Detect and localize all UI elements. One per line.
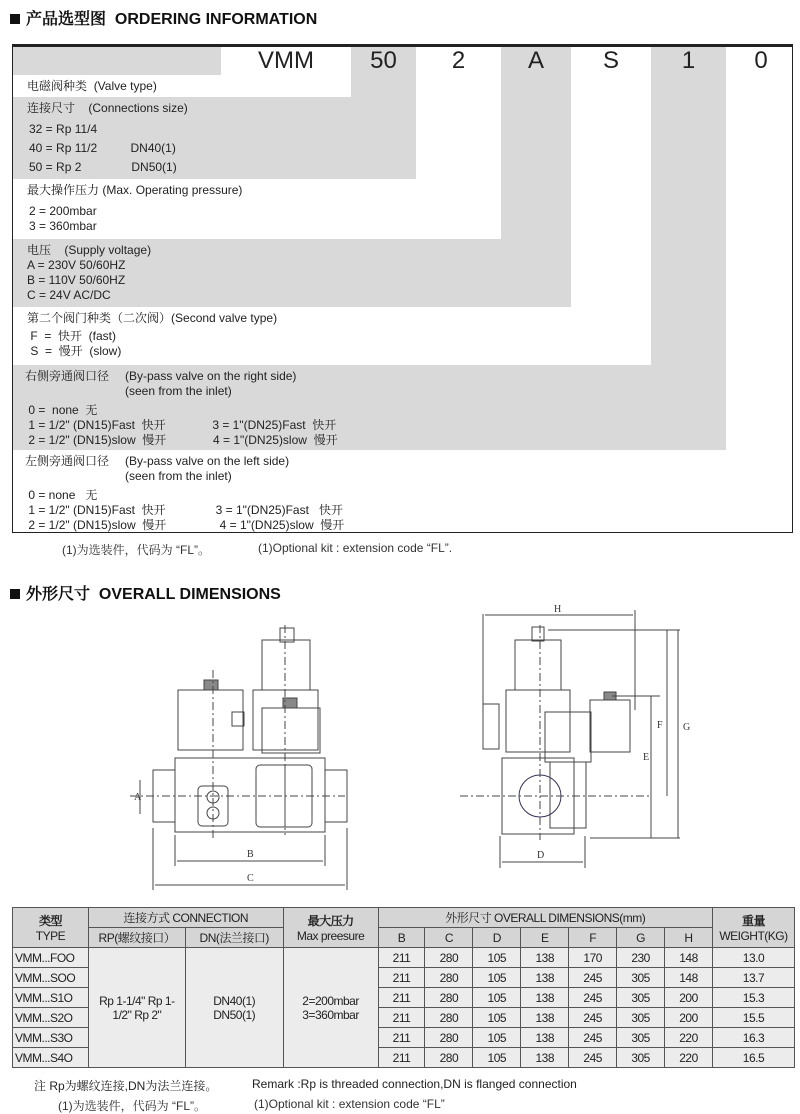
ordering-title <box>10 6 317 29</box>
cell-dim: 245 <box>569 968 617 988</box>
dim-label-c: C <box>247 873 254 884</box>
cell-dim: 305 <box>617 968 665 988</box>
pressure-line: 2=200mbar <box>302 993 359 1008</box>
cell-dim: 220 <box>665 1048 713 1068</box>
cell-weight: 15.5 <box>712 1008 794 1028</box>
cell-dim: 280 <box>425 1028 473 1048</box>
col-1 <box>651 47 726 365</box>
cell-dim: 245 <box>569 1028 617 1048</box>
ordering-box <box>12 44 793 533</box>
cell-type: VMM...SOO <box>13 968 89 988</box>
cell-dim: 138 <box>521 968 569 988</box>
header-type-cn: 类型 <box>38 914 62 928</box>
header-dimensions: 外形尺寸 OVERALL DIMENSIONS(mm) <box>378 908 712 928</box>
rp-line: Rp 1-1/4" Rp 1- <box>99 993 175 1008</box>
cell-dim: 105 <box>473 1008 521 1028</box>
header-weight <box>712 908 794 948</box>
cell-type: VMM...S3O <box>13 1028 89 1048</box>
code-1: 1 <box>681 47 696 74</box>
cell-dim: 211 <box>378 968 425 988</box>
cell-dim: 305 <box>617 1028 665 1048</box>
row-second-valve <box>13 307 651 365</box>
table-footnote-en: (1)Optional kit : extension code “FL” <box>254 1097 445 1111</box>
cell-dim: 305 <box>617 1008 665 1028</box>
cell-dim: 280 <box>425 968 473 988</box>
cell-type: VMM...S4O <box>13 1048 89 1068</box>
dim-label-h: H <box>554 604 562 615</box>
row-line: 1 = 1/2" (DN15)Fast 快开 3 = 1"(DN25)Fast 快开 <box>25 418 337 432</box>
code-vmm: VMM <box>221 47 351 75</box>
cell-dim: 245 <box>569 1008 617 1028</box>
cell-pressure <box>283 948 378 1068</box>
header-type-en: TYPE <box>35 929 66 943</box>
header-col-g: G <box>617 928 665 948</box>
ordering-footnote-en: (1)Optional kit : extension code “FL”. <box>258 541 453 555</box>
bullet-square-icon <box>10 14 20 24</box>
col-2 <box>416 47 501 179</box>
cell-dim: 200 <box>665 1008 713 1028</box>
row-line: 2 = 1/2" (DN15)slow 慢开 4 = 1"(DN25)slow 慢开 <box>25 518 345 532</box>
row-line: A = 230V 50/60HZ <box>27 258 126 272</box>
cell-dim: 245 <box>569 988 617 1008</box>
cell-dim: 305 <box>617 1048 665 1068</box>
row-heading-en: (By-pass valve on the left side) <box>125 454 290 468</box>
dim-label-f: F <box>657 720 663 731</box>
cell-dim: 220 <box>665 1028 713 1048</box>
col-0 <box>726 47 793 450</box>
header-dn: DN(法兰接口) <box>185 928 283 948</box>
code-2: 2 <box>451 47 466 74</box>
header-pressure-cn: 最大压力 <box>307 914 354 928</box>
cell-type: VMM...S1O <box>13 988 89 1008</box>
cell-dim: 280 <box>425 1008 473 1028</box>
cell-dim: 138 <box>521 1008 569 1028</box>
row-line: 0 = none 无 <box>25 488 98 502</box>
row-line: 2 = 200mbar <box>29 204 97 218</box>
cell-type: VMM...FOO <box>13 948 89 968</box>
row-heading-cn: 最大操作压力 <box>27 183 100 197</box>
ordering-title-cn: 产品选型图 <box>26 11 107 28</box>
cell-weight: 15.3 <box>712 988 794 1008</box>
header-type <box>13 908 89 948</box>
cell-type: VMM...S2O <box>13 1008 89 1028</box>
cell-dim: 105 <box>473 968 521 988</box>
row-heading-en2: (seen from the inlet) <box>125 384 232 398</box>
header-connection: 连接方式 CONNECTION <box>88 908 283 928</box>
row-heading-cn: 电压 <box>27 243 52 257</box>
header-col-b: B <box>378 928 425 948</box>
row-line: 50 = Rp 2 DN50(1) <box>29 160 177 174</box>
header-rp: RP(螺纹接口） <box>88 928 185 948</box>
cell-dim: 280 <box>425 1048 473 1068</box>
col-50 <box>351 47 416 97</box>
col-s <box>571 47 651 307</box>
header-pressure-en: Max preesure <box>296 929 365 943</box>
header-col-f: F <box>569 928 617 948</box>
cell-dim: 138 <box>521 1048 569 1068</box>
cell-dim: 211 <box>378 988 425 1008</box>
cell-dim: 211 <box>378 1008 425 1028</box>
bullet-square-icon <box>10 589 20 599</box>
cell-dim: 105 <box>473 948 521 968</box>
cell-dim: 105 <box>473 1048 521 1068</box>
header-col-c: C <box>425 928 473 948</box>
row-line: 3 = 360mbar <box>29 219 97 233</box>
col-a <box>501 47 571 239</box>
dimensions-table <box>12 907 795 1068</box>
row-connections <box>13 97 416 179</box>
header-col-h: H <box>665 928 713 948</box>
ordering-footnote-cn: (1)为选装件，代码为 “FL”。 <box>62 543 210 557</box>
row-valve-type <box>13 75 351 97</box>
cell-dim: 138 <box>521 948 569 968</box>
header-pressure <box>283 908 378 948</box>
row-heading-en: (Second valve type) <box>171 311 278 325</box>
code-a: A <box>527 47 544 74</box>
header-weight-en: WEIGHT(KG) <box>719 929 788 943</box>
cell-dim: 211 <box>378 948 425 968</box>
cell-dim: 148 <box>665 948 713 968</box>
cell-weight: 16.5 <box>712 1048 794 1068</box>
dim-label-g: G <box>683 722 691 733</box>
side-view-drawing <box>460 610 680 868</box>
code-50: 50 <box>370 47 397 74</box>
ordering-title-en: ORDERING INFORMATION <box>114 11 318 28</box>
dim-label-d: D <box>537 850 545 861</box>
cell-dim: 170 <box>569 948 617 968</box>
row-pressure <box>13 179 501 239</box>
row-line: F = 快开 (fast) <box>27 329 117 343</box>
dimensions-title-en: OVERALL DIMENSIONS <box>98 586 281 603</box>
remark-cn: 注 Rp为螺纹连接,DN为法兰连接。 <box>34 1079 218 1093</box>
cell-weight: 13.7 <box>712 968 794 988</box>
row-line: 0 = none 无 <box>25 403 98 417</box>
row-heading-en: (By-pass valve on the right side) <box>125 369 297 383</box>
row-voltage <box>13 239 571 307</box>
row-heading-en: (Supply voltage) <box>64 243 152 257</box>
dim-label-e: E <box>643 752 650 763</box>
row-heading-cn: 连接尺寸 <box>27 101 76 115</box>
row-heading-cn: 左侧旁通阀口径 <box>25 454 110 468</box>
header-blank <box>13 47 221 75</box>
row-bypass-left <box>13 450 793 533</box>
cell-dim: 230 <box>617 948 665 968</box>
header-col-d: D <box>473 928 521 948</box>
dn-line: DN50(1) <box>213 1007 256 1022</box>
row-heading-en2: (seen from the inlet) <box>125 469 232 483</box>
row-heading-en: (Max. Operating pressure) <box>102 183 243 197</box>
cell-dim: 200 <box>665 988 713 1008</box>
dim-label-b: B <box>247 849 254 860</box>
cell-dim: 211 <box>378 1048 425 1068</box>
cell-weight: 13.0 <box>712 948 794 968</box>
front-view-drawing <box>130 625 347 890</box>
cell-rp <box>88 948 185 1068</box>
code-0: 0 <box>754 47 768 74</box>
dim-label-a: A <box>134 792 142 803</box>
row-line: S = 慢开 (slow) <box>27 344 122 358</box>
header-weight-cn: 重量 <box>741 914 765 928</box>
row-line: 32 = Rp 11/4 <box>29 122 98 136</box>
cell-dim: 148 <box>665 968 713 988</box>
cell-dim: 211 <box>378 1028 425 1048</box>
row-line: 40 = Rp 11/2 DN40(1) <box>29 141 176 155</box>
row-bypass-right <box>13 365 726 450</box>
remark-en: Remark :Rp is threaded connection,DN is flanged connection <box>252 1077 577 1091</box>
row-heading-cn: 第二个阀门种类（二次阀） <box>27 311 172 325</box>
cell-dim: 245 <box>569 1048 617 1068</box>
cell-dim: 138 <box>521 1028 569 1048</box>
cell-dim: 280 <box>425 988 473 1008</box>
rp-line: 1/2" Rp 2" <box>112 1007 162 1022</box>
cell-dn <box>185 948 283 1068</box>
cell-dim: 305 <box>617 988 665 1008</box>
row-heading-en: (Valve type) <box>93 79 157 93</box>
valve-drawings <box>0 600 800 900</box>
table-footnote-cn: (1)为选装件，代码为 “FL”。 <box>58 1099 206 1113</box>
dimensions-title-cn: 外形尺寸 <box>26 586 91 603</box>
table-row <box>13 948 795 968</box>
row-line: C = 24V AC/DC <box>27 288 111 302</box>
pressure-line: 3=360mbar <box>302 1007 359 1022</box>
cell-dim: 138 <box>521 988 569 1008</box>
row-line: B = 110V 50/60HZ <box>27 273 126 287</box>
row-heading-cn: 电磁阀种类 <box>27 79 88 93</box>
dn-line: DN40(1) <box>213 993 256 1008</box>
header-col-e: E <box>521 928 569 948</box>
cell-dim: 105 <box>473 1028 521 1048</box>
row-line: 1 = 1/2" (DN15)Fast 快开 3 = 1"(DN25)Fast 快开 <box>25 503 343 517</box>
row-heading-cn: 右侧旁通阀口径 <box>25 369 110 383</box>
cell-dim: 105 <box>473 988 521 1008</box>
cell-weight: 16.3 <box>712 1028 794 1048</box>
cell-dim: 280 <box>425 948 473 968</box>
code-s: S <box>602 47 619 74</box>
row-line: 2 = 1/2" (DN15)slow 慢开 4 = 1"(DN25)slow 慢开 <box>25 433 338 447</box>
row-heading-en: (Connections size) <box>88 101 188 115</box>
